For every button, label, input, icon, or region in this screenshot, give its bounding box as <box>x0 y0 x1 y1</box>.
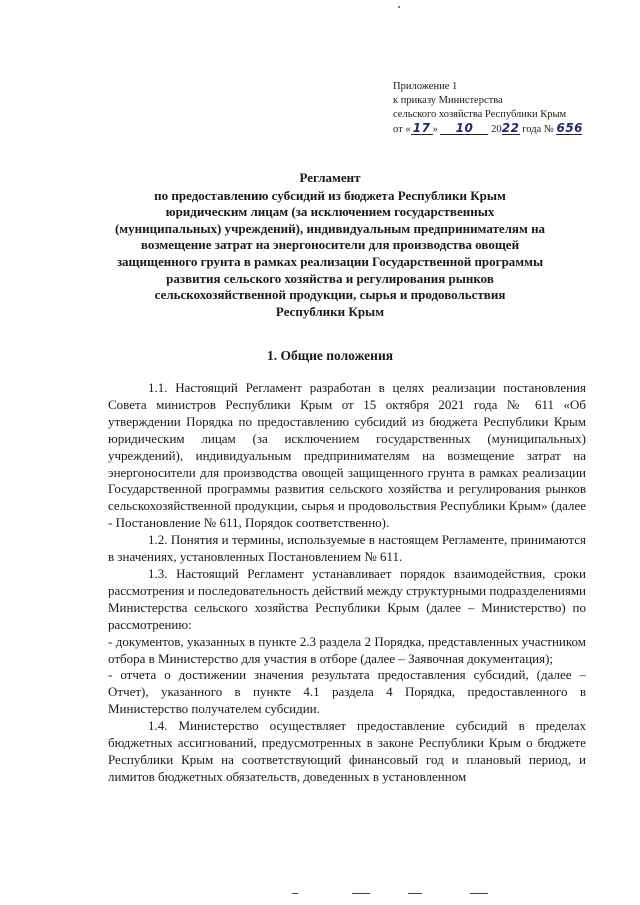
date-from-label: от « <box>393 124 411 135</box>
list-item-documents: - документов, указанных в пункте 2.3 раздела 2 Порядка, представленных участником отбора в Министерство для участия в отборе (далее – Заявочная документация); <box>108 633 586 666</box>
paragraph-1-4: 1.4. Министерство осуществляет предоставление субсидий в пределах бюджетных ассигнований, предусмотренных в законе Республики Крым о бюджете Республики Крым на соответствующий финансовый год и плановый период, и лимитов бюджетных обязательств, доведенных в установленном <box>108 718 586 784</box>
date-day: 17 <box>411 122 433 135</box>
title-heading: Регламент <box>299 170 361 185</box>
document-body <box>108 380 586 786</box>
document-title <box>80 170 580 320</box>
appendix-block <box>393 80 623 137</box>
scan-mark <box>470 893 488 894</box>
date-quote-close: » <box>432 124 438 135</box>
title-line: (муниципальных) учреждений), индивидуальным предпринимателям на <box>114 220 546 236</box>
title-line: развития сельского хозяйства и регулирования рынков <box>166 270 494 286</box>
title-line: по предоставлению субсидий из бюджета Республики Крым <box>154 187 506 203</box>
title-line: юридическим лицам (за исключением государственных <box>165 204 495 220</box>
scan-mark <box>292 893 298 894</box>
title-line: сельскохозяйственной продукции, сырья и продовольствия <box>154 287 506 303</box>
appendix-line-1: Приложение 1 <box>393 81 458 92</box>
scan-dot <box>398 6 400 8</box>
title-line: возмещение затрат на энергоносители для производства овощей <box>140 237 520 253</box>
appendix-line-3: сельского хозяйства Республики Крым <box>393 109 567 120</box>
date-year-suffix: 22 <box>501 121 520 135</box>
scan-mark <box>352 893 370 894</box>
scan-mark <box>408 893 422 894</box>
date-year-prefix: 20 <box>491 124 502 135</box>
date-year-word: года № <box>522 124 554 135</box>
date-month: 10 <box>440 122 488 135</box>
paragraph-1-2: 1.2. Понятия и термины, используемые в настоящем Регламенте, принимаются в значениях, установленных Постановлением № 611. <box>108 532 586 565</box>
appendix-date-line <box>393 122 623 137</box>
section-heading: 1. Общие положения <box>266 348 394 363</box>
appendix-line-2: к приказу Министерства <box>393 95 503 106</box>
title-line: Республики Крым <box>275 303 385 319</box>
order-number: 656 <box>556 121 584 135</box>
title-line: защищенного грунта в рамках реализации Государственной программы <box>116 253 544 269</box>
paragraph-1-3: 1.3. Настоящий Регламент устанавливает порядок взаимодействия, сроки рассмотрения и последовательность действий между структурными подразделениями Министерства сельского хозяйства Республики Крым (далее – Министерство) по рассмотрению: <box>108 565 586 632</box>
list-item-report: - отчета о достижении значения результата предоставления субсидий, (далее – Отчет), указанного в пункте 4.1 раздела 4 Порядка, предоставленного в Министерство получателем субсидии. <box>108 667 586 717</box>
paragraph-1-1: 1.1. Настоящий Регламент разработан в целях реализации постановления Совета министров Республики Крым от 15 октября 2021 года № 611 «Об утверждении Порядка по предоставлению субсидий из бюджета Республики Крым юридическим лицам (за исключением государственных (муниципальных) учреждений), индивидуальным предпринимателям на возмещение затрат на энергоносители для производства овощей защищенного грунта в рамках реализации Государственной программы развития сельского хозяйства и регулирования рынков сельскохозяйственной продукции, сырья и продовольствия Республики Крым» (далее - Постановление № 611, Порядок соответственно). <box>108 380 586 531</box>
